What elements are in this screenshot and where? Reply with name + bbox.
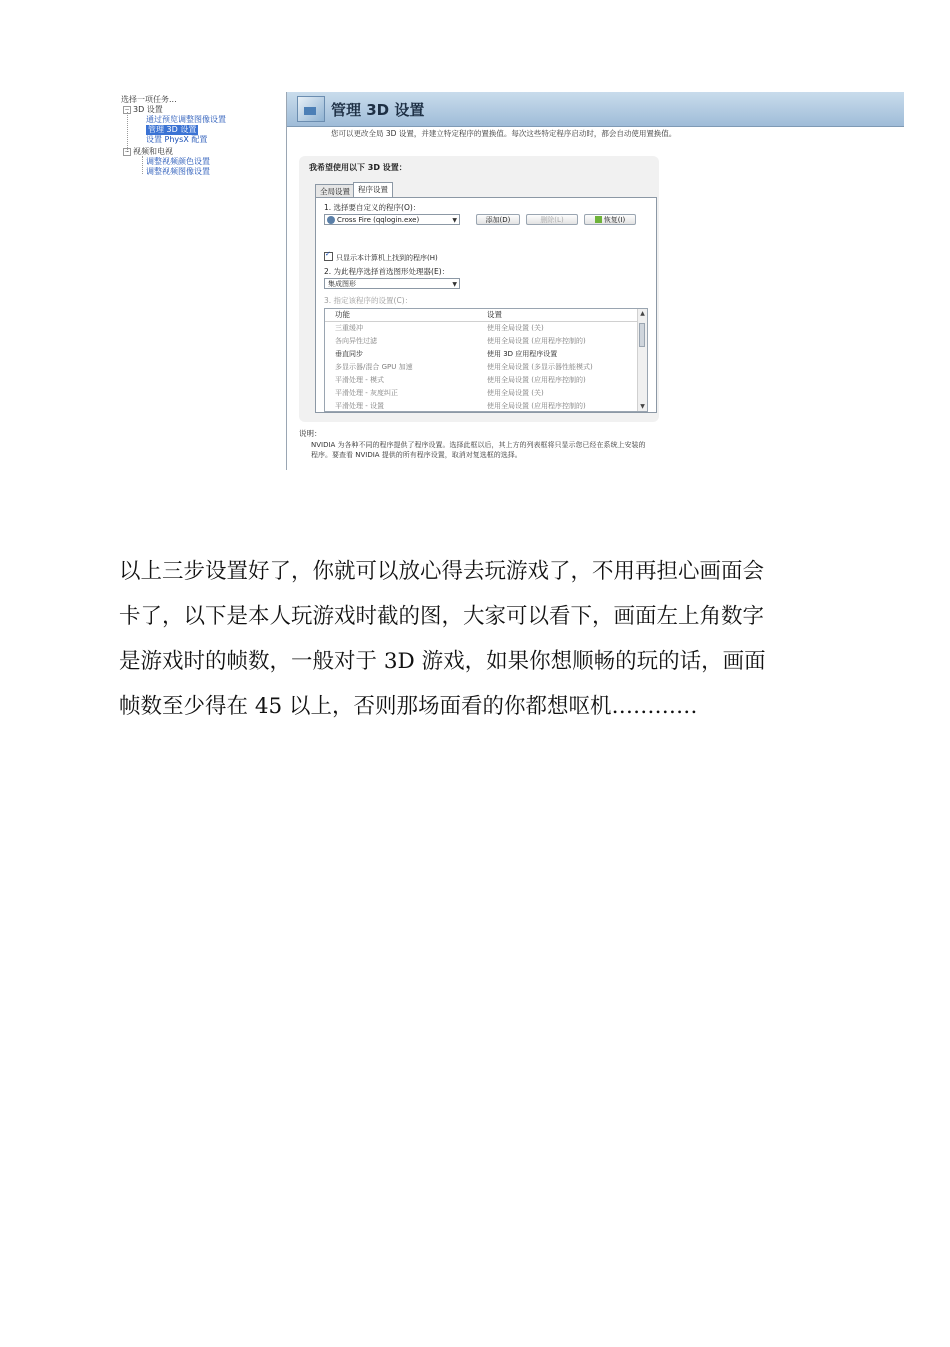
tree-node-physx[interactable]: 设置 PhysX 配置 [146, 135, 208, 144]
list-header [325, 309, 637, 322]
row-feature: 各向异性过滤 [335, 337, 377, 345]
row-feature: 平滑处理 - 模式 [335, 376, 384, 384]
step2-label: 2. 为此程序选择首选图形处理器(E)： [324, 267, 450, 276]
list-row[interactable] [325, 348, 637, 361]
body-paragraph [119, 552, 831, 732]
scroll-up-icon[interactable]: ▲ [640, 310, 645, 317]
program-select[interactable] [324, 214, 460, 225]
row-feature: 平滑处理 - 设置 [335, 402, 384, 410]
program-settings-tab-body [315, 197, 657, 413]
gpu-select[interactable] [324, 278, 460, 289]
paragraph-line: 帧数至少得在 45 以上，否则那场面看的你都想呕机………… [119, 694, 698, 719]
add-button[interactable]: 添加(D) [476, 214, 520, 225]
note-line: NVIDIA 为各种不同的程序提供了程序设置。选择此框以后，其上方的列表框将只显示您已经在系统上安装的 [311, 441, 646, 449]
row-setting: 使用全局设置 (关) [487, 389, 544, 397]
program-icon [327, 216, 335, 224]
checkbox-label: 只显示本计算机上找到的程序(H) [336, 254, 438, 262]
note-line: 程序。要查看 NVIDIA 提供的所有程序设置，取消对复选框的选择。 [311, 451, 522, 459]
row-setting: 使用 3D 应用程序设置 [487, 350, 558, 358]
row-feature: 多显示器/混合 GPU 加速 [335, 363, 413, 371]
row-feature: 垂直同步 [335, 350, 363, 358]
tree-node-video-tv[interactable] [123, 147, 173, 157]
tree-node-3d-settings[interactable] [123, 105, 163, 115]
remove-button[interactable]: 删除(L) [526, 214, 578, 225]
row-setting: 使用全局设置 (多显示器性能模式) [487, 363, 593, 371]
tree-node-preview-settings[interactable]: 通过预览调整图像设置 [146, 115, 226, 124]
tab-program-settings[interactable]: 程序设置 [353, 182, 393, 198]
scroll-down-icon[interactable]: ▼ [640, 403, 645, 410]
tree-node-manage-3d[interactable]: 管理 3D 设置 [148, 125, 197, 134]
tree-connector [127, 112, 128, 152]
task-tree-header: 选择一项任务... [121, 95, 177, 104]
scrollbar-thumb[interactable] [639, 323, 645, 347]
paragraph-line: 是游戏时的帧数，一般对于 3D 游戏，如果你想顺畅的玩的话，画面 [119, 649, 766, 674]
row-setting: 使用全局设置 (应用程序控制的) [487, 402, 586, 410]
checkbox-checked-icon [324, 252, 333, 261]
settings-list[interactable] [324, 308, 648, 412]
main-content-pane [287, 92, 904, 470]
tree-node-label: 视频和电视 [133, 147, 173, 156]
list-row[interactable] [325, 361, 637, 374]
tab-global-settings[interactable]: 全局设置 [315, 184, 355, 198]
page-title: 管理 3D 设置 [331, 101, 425, 119]
gpu-select-value: 集成图形 [328, 280, 356, 288]
restore-button[interactable] [584, 214, 636, 225]
page-description: 您可以更改全局 3D 设置，并建立特定程序的置换值。每次这些特定程序启动时，都会自动使用置换值。 [331, 129, 677, 138]
tree-node-label: 3D 设置 [133, 105, 163, 114]
row-feature: 平滑处理 - 灰度纠正 [335, 389, 398, 397]
chevron-down-icon: ▼ [452, 281, 457, 288]
tree-node-video-image[interactable]: 调整视频图像设置 [146, 167, 210, 176]
row-setting: 使用全局设置 (应用程序控制的) [487, 337, 586, 345]
panel-title: 我希望使用以下 3D 设置： [309, 163, 407, 172]
collapse-icon: − [124, 106, 130, 113]
tree-node-video-color[interactable]: 调整视频颜色设置 [146, 157, 210, 166]
column-header-feature[interactable]: 功能 [335, 310, 350, 319]
tree-connector [142, 156, 143, 174]
list-row[interactable] [325, 400, 637, 412]
step3-label: 3. 指定该程序的设置(C)： [324, 296, 413, 305]
task-tree-pane [119, 92, 287, 470]
page-banner [287, 92, 904, 127]
chevron-down-icon: ▼ [452, 217, 457, 224]
nvidia-icon [595, 216, 602, 223]
list-row[interactable] [325, 335, 637, 348]
list-row[interactable] [325, 374, 637, 387]
row-feature: 三重缓冲 [335, 324, 363, 332]
collapse-icon: − [124, 148, 130, 155]
list-row[interactable] [325, 387, 637, 400]
note-header: 说明： [299, 429, 322, 438]
row-setting: 使用全局设置 (关) [487, 324, 544, 332]
restore-button-label: 恢复(I) [603, 216, 626, 224]
nvidia-control-panel-screenshot [119, 92, 904, 470]
paragraph-line: 以上三步设置好了，你就可以放心得去玩游戏了，不用再担心画面会 [119, 559, 765, 584]
show-local-programs-checkbox[interactable] [324, 252, 438, 263]
settings-panel [299, 156, 659, 422]
paragraph-line: 卡了，以下是本人玩游戏时截的图，大家可以看下，画面左上角数字 [119, 604, 765, 629]
program-select-value: Cross Fire (qqlogin.exe) [337, 216, 420, 224]
step1-label: 1. 选择要自定义的程序(O)： [324, 203, 421, 212]
column-header-setting[interactable]: 设置 [487, 310, 502, 319]
list-row[interactable] [325, 322, 637, 335]
3d-settings-icon [297, 96, 325, 122]
list-scrollbar[interactable] [637, 309, 647, 411]
row-setting: 使用全局设置 (应用程序控制的) [487, 376, 586, 384]
